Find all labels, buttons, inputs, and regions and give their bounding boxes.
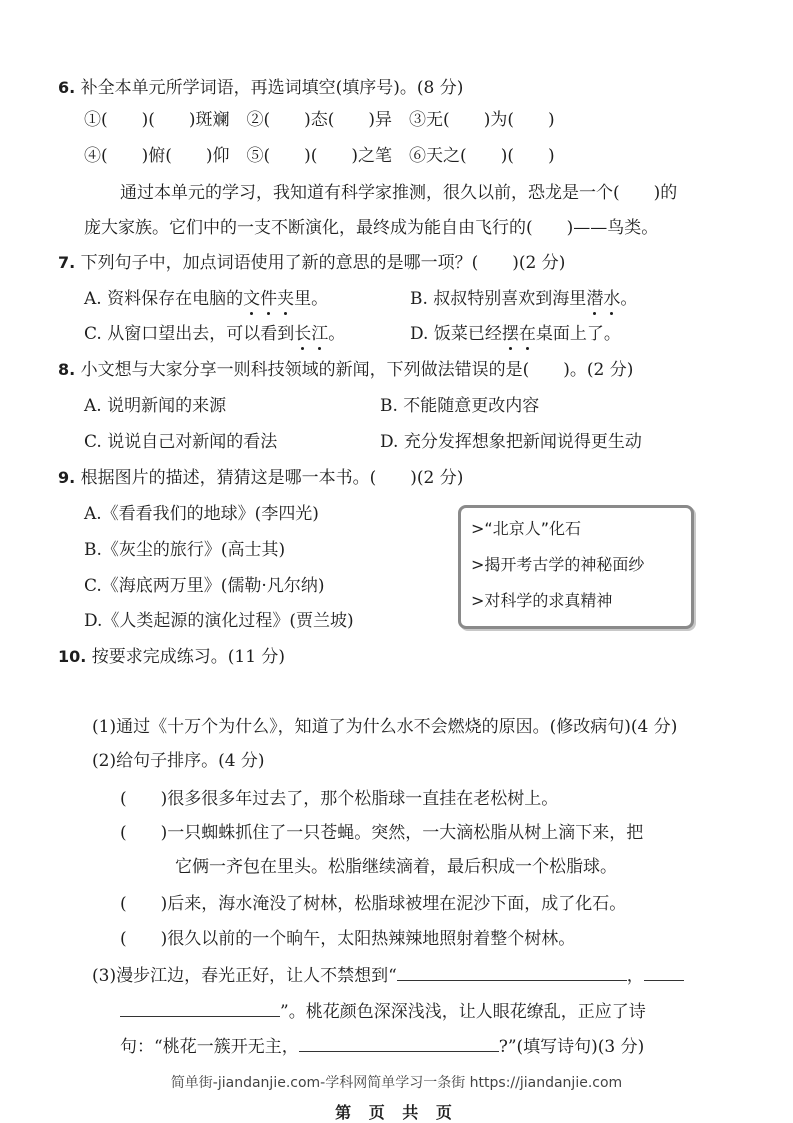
q10-number: 10. [58,647,87,666]
q7-option-c-text: C. 从窗口望出去，可以看到 [84,324,295,344]
q7-option-a-text: A. 资料保存在电脑的 [84,289,244,309]
q10-sub3-text-c: ”。桃花颜色深深浅浅，让人眼花缭乱，正应了诗 [280,1002,646,1022]
q7-option-d-end: 桌面上了。 [535,324,621,344]
q7-option-b-dotted-word [586,289,620,309]
page-number: 第 页 共 页 [335,1103,458,1122]
q10-prompt: 按要求完成练习。(11 分) [91,647,286,667]
emphasis-dot-char: 件 [260,289,278,309]
emphasis-dot-char: 水 [603,289,621,309]
q7-option-b-end: 。 [620,289,638,309]
q6-paragraph-line1: 通过本单元的学习，我知道有科学家推测，很久以前，恐龙是一个( )的 [120,183,678,203]
q8-option-b: B. 不能随意更改内容 [380,396,540,416]
q7-option-a [84,287,328,311]
poem-blank-1[interactable] [397,962,627,981]
emphasis-dot-char: 在 [518,324,536,344]
q7-option-d-dotted-word [502,324,536,344]
emphasis-dot-char: 摆 [501,324,519,344]
q7-prompt: 下列句子中，加点词语使用了新的意思的是哪一项？( )(2 分) [80,253,566,273]
q10-sub1: (1)通过《十万个为什么》，知道了为什么水不会燃烧的原因。(修改病句)(4 分) [92,717,678,737]
emphasis-dot-char: 长 [294,324,312,344]
q7-option-d-text: D. 饭菜已经 [410,324,502,344]
q8-line [58,358,633,382]
q8-option-a: A. 说明新闻的来源 [84,396,227,416]
q10-order-item-2: ( )一只蜘蛛抓住了一只苍蝇。突然，一大滴松脂从树上滴下来，把 [120,823,644,843]
q8-prompt: 小文想与大家分享一则科技领域的新闻，下列做法错误的是( )。(2 分) [80,360,634,380]
q7-number: 7. [58,253,76,272]
q9-option-b: B.《灰尘的旅行》(高士其) [84,540,286,560]
q7-option-d [410,322,621,346]
q10-line [58,645,285,669]
q9-option-c: C.《海底两万里》(儒勒·凡尔纳) [84,576,325,596]
q10-sub3-line2 [120,998,646,1024]
q10-sub3-text-e: ?”(填写诗句)(3 分) [498,1037,645,1057]
emphasis-dot-char: 潜 [586,289,604,309]
q7-option-a-end: 里。 [294,289,329,309]
q9-option-a: A.《看看我们的地球》(李四光) [84,504,319,524]
q10-sub3-text-a: (3)漫步江边，春光正好，让人不禁想到“ [92,966,397,986]
q7-option-b [410,287,637,311]
q9-clue-2: >揭开考古学的神秘面纱 [471,555,645,574]
q9-line [58,466,463,490]
q9-clue-3: >对科学的求真精神 [471,591,613,610]
q10-sub3-text-d: 句：“桃花一簇开无主， [120,1037,299,1057]
q6-words-row1: ①( )( )斑斓 ②( )态( )异 ③无( )为( ) [84,110,555,130]
q6-line [58,76,463,100]
q10-order-item-3: ( )后来，海水淹没了树林，松脂球被埋在泥沙下面，成了化石。 [120,894,627,914]
q6-words-row2: ④( )俯( )仰 ⑤( )( )之笔 ⑥天之( )( ) [84,146,555,166]
q7-option-a-dotted-word [243,289,294,309]
emphasis-dot-char: 夹 [277,289,295,309]
q7-option-b-text: B. 叔叔特别喜欢到海里 [410,289,587,309]
q10-order-item-1: ( )很多很多年过去了，那个松脂球一直挂在老松树上。 [120,789,559,809]
q7-option-c-end: 。 [328,324,346,344]
q7-line [58,251,565,275]
q9-prompt: 根据图片的描述，猜猜这是哪一本书。( )(2 分) [80,468,464,488]
q7-option-c-dotted-word [294,324,328,344]
footer-source-link[interactable]: 简单街-jiandanjie.com-学科网简单学习一条街 https://jiandanjie.com [170,1075,623,1091]
poem-blank-2[interactable] [120,998,280,1017]
poem-blank-3[interactable] [299,1033,499,1052]
q7-option-c [84,322,345,346]
q10-order-item-2-cont: 它俩一齐包在里头。松脂继续滴着，最后积成一个松脂球。 [175,857,617,877]
q9-clue-1: >“北京人”化石 [471,519,581,538]
q6-number: 6. [58,78,76,97]
q8-option-d: D. 充分发挥想象把新闻说得更生动 [380,432,642,452]
q9-clue-box [458,505,694,629]
q9-number: 9. [58,468,76,487]
emphasis-dot-char: 文 [243,289,261,309]
emphasis-dot-char: 江 [311,324,329,344]
q10-sub3-line1 [92,962,684,988]
q10-sub3-comma: ， [626,966,644,986]
q8-option-c: C. 说说自己对新闻的看法 [84,432,278,452]
q10-sub3-line3 [120,1033,644,1059]
q10-order-item-4: ( )很久以前的一个晌午，太阳热辣辣地照射着整个树林。 [120,929,576,949]
q10-sub2: (2)给句子排序。(4 分) [92,751,265,771]
q6-paragraph-line2: 庞大家族。它们中的一支不断演化，最终成为能自由飞行的( )——鸟类。 [84,218,659,238]
q6-prompt: 补全本单元所学词语，再选词填空(填序号)。(8 分) [80,78,464,98]
q9-option-d: D.《人类起源的演化过程》(贾兰坡) [84,611,354,631]
poem-blank-2-start[interactable] [644,962,684,981]
q8-number: 8. [58,360,76,379]
